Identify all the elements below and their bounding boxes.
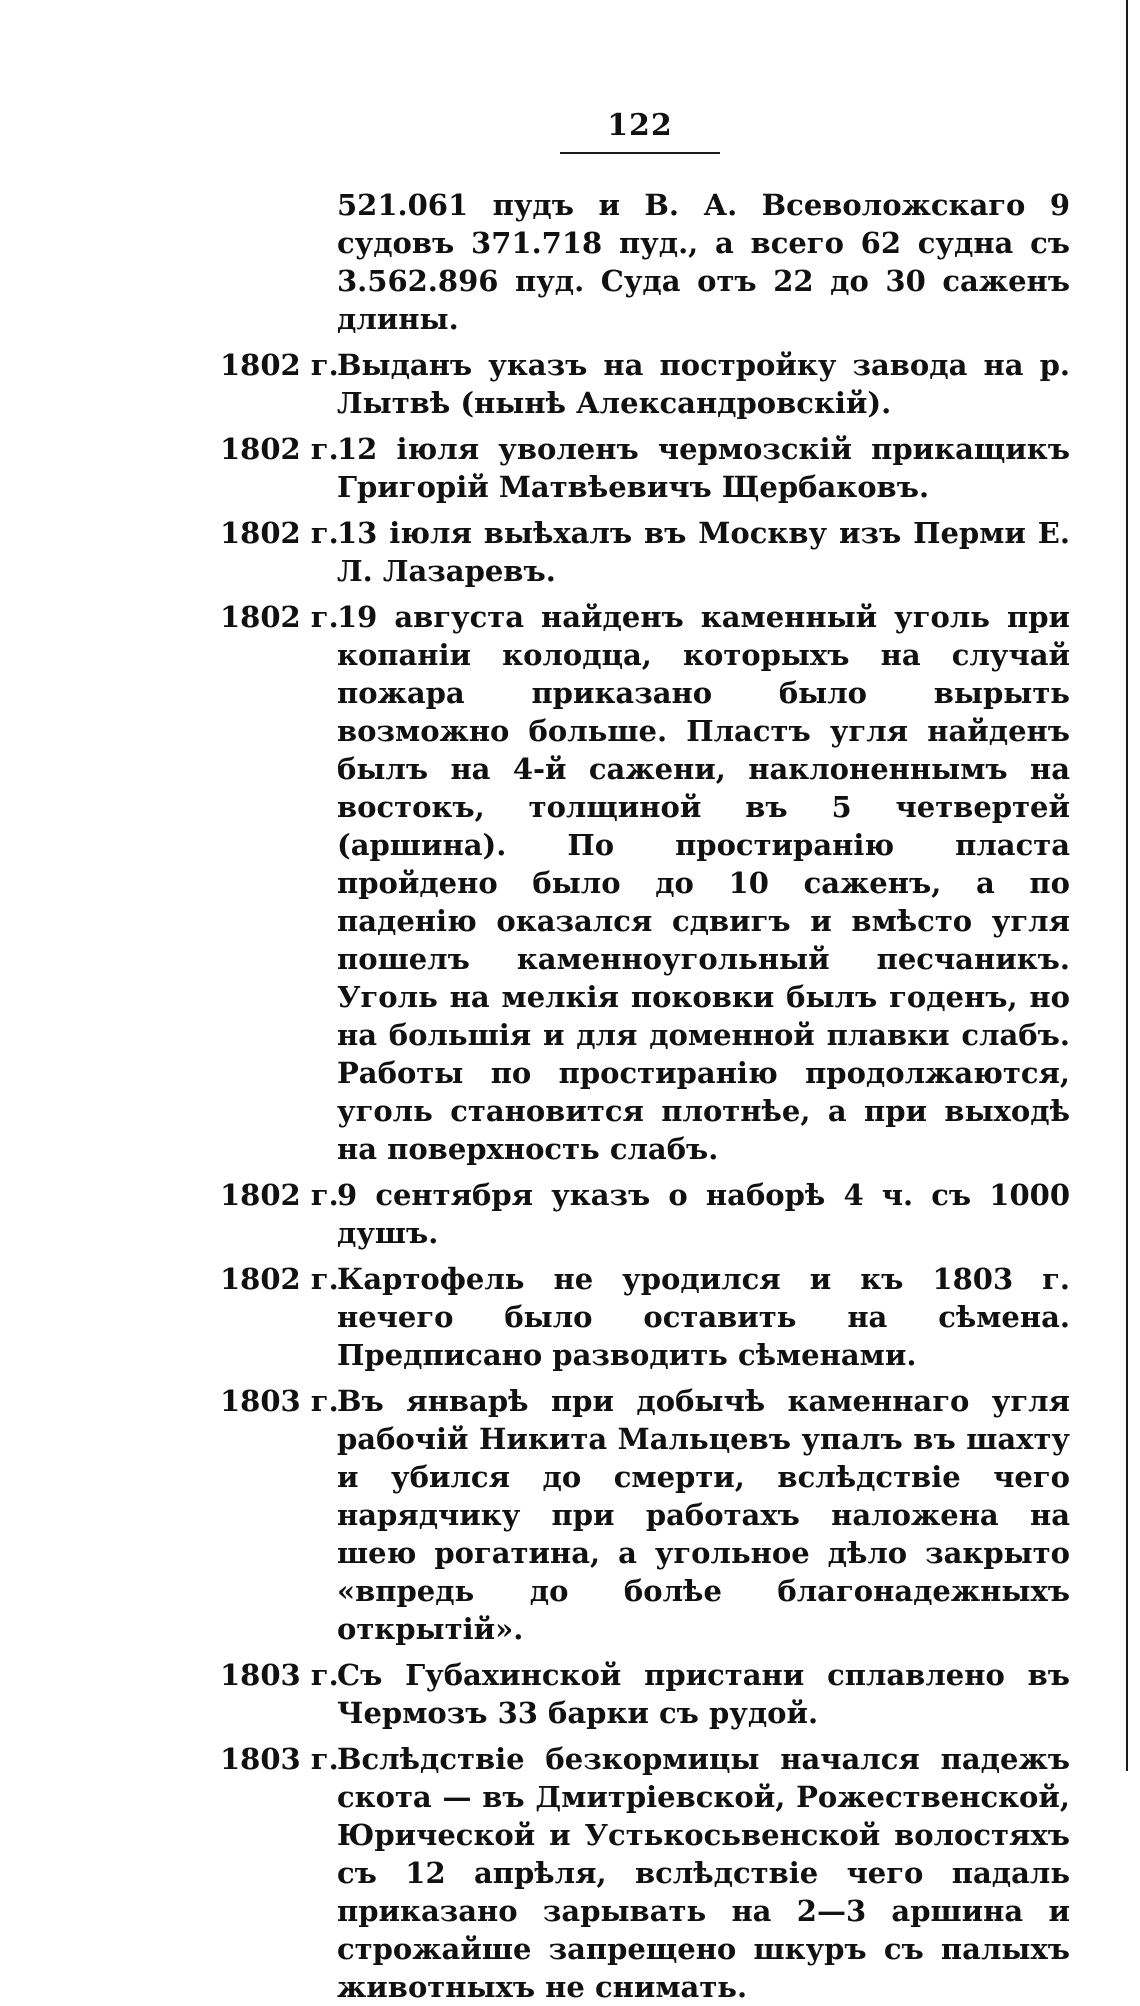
page-number: 122	[607, 108, 673, 143]
entry-text: 9 сентября указъ о наборѣ 4 ч. съ 1000 душъ.	[337, 1178, 1070, 1250]
chronicle-entry	[220, 346, 1070, 422]
entry-text: Съ Губахинской пристани сплавлено въ Чермозъ 33 барки съ рудой.	[337, 1658, 1070, 1730]
entry-year: 1803 г.	[220, 1742, 339, 1776]
entry-text: Вслѣдствіе безкормицы начался падежъ скота — въ Дмитріевской, Рожественской, Юричеcкой и Устькосьвенской волостяхъ съ 12 апрѣля, вслѣдствіе чего падаль приказано зарывать на 2—3 аршина и строжайше запрещено шкуръ съ палыхъ животныхъ не снимать.	[337, 1742, 1070, 2004]
entry-year: 1802 г.	[220, 516, 339, 550]
chronicle-text	[220, 186, 1070, 2006]
entry-text: Въ январѣ при добычѣ каменнаго угля рабочій Никита Мальцевъ упалъ въ шахту и убился до смерти, вслѣдствіе чего нарядчику при работахъ наложена на шею рогатина, а угольное дѣло закрыто «впредь до болѣе благонадежныхъ открытій».	[337, 1384, 1070, 1646]
chronicle-entry	[220, 1656, 1070, 1732]
entry-text: 13 іюля выѣхалъ въ Москву изъ Перми Е. Л. Лазаревъ.	[337, 516, 1070, 588]
chronicle-entry	[220, 1382, 1070, 1648]
chronicle-entry	[220, 1260, 1070, 1374]
entry-year: 1802 г.	[220, 348, 339, 382]
continued-paragraph: 521.061 пудъ и В. А. Всеволожскаго 9 судовъ 371.718 пуд., а всего 62 судна съ 3.562.896 пуд. Суда отъ 22 до 30 саженъ длины.	[337, 188, 1070, 336]
entry-text: 12 іюля уволенъ чермозскій прикащикъ Григорій Матвѣевичъ Щербаковъ.	[337, 432, 1070, 504]
chronicle-entry	[220, 1740, 1070, 2006]
entry-year: 1802 г.	[220, 432, 339, 466]
entry-text: 19 августа найденъ каменный уголь при копаніи колодца, которыхъ на случай пожара приказано было вырыть возможно больше. Пластъ угля найденъ былъ на 4-й сажени, наклоненнымъ на востокъ, толщиной въ 5 четвертей (аршина). По простиранію пласта пройдено было до 10 саженъ, а по паденію оказался сдвигъ и вмѣсто угля пошелъ каменноугольный песчаникъ. Уголь на мелкія поковки былъ годенъ, но на большія и для доменной плавки слабъ. Работы по простиранію продолжаются, уголь становится плотнѣе, а при выходѣ на поверхность слабъ.	[337, 600, 1070, 1166]
entry-year: 1803 г.	[220, 1658, 339, 1692]
entry-year: 1803 г.	[220, 1384, 339, 1418]
entry-text: Картофель не уродился и къ 1803 г. нечего было оставить на сѣмена. Предписано разводить сѣменами.	[337, 1262, 1070, 1372]
entry-text: Выданъ указъ на постройку завода на р. Лытвѣ (нынѣ Александровскій).	[337, 348, 1070, 420]
page-number-rule	[560, 152, 720, 154]
chronicle-entry	[220, 430, 1070, 506]
entry-year: 1802 г.	[220, 1178, 339, 1212]
chronicle-entry	[220, 598, 1070, 1168]
entry-year: 1802 г.	[220, 600, 339, 634]
entry-year: 1802 г.	[220, 1262, 339, 1296]
chronicle-entry	[220, 1176, 1070, 1252]
chronicle-entry	[220, 514, 1070, 590]
scan-edge-line	[1126, 0, 1128, 1771]
